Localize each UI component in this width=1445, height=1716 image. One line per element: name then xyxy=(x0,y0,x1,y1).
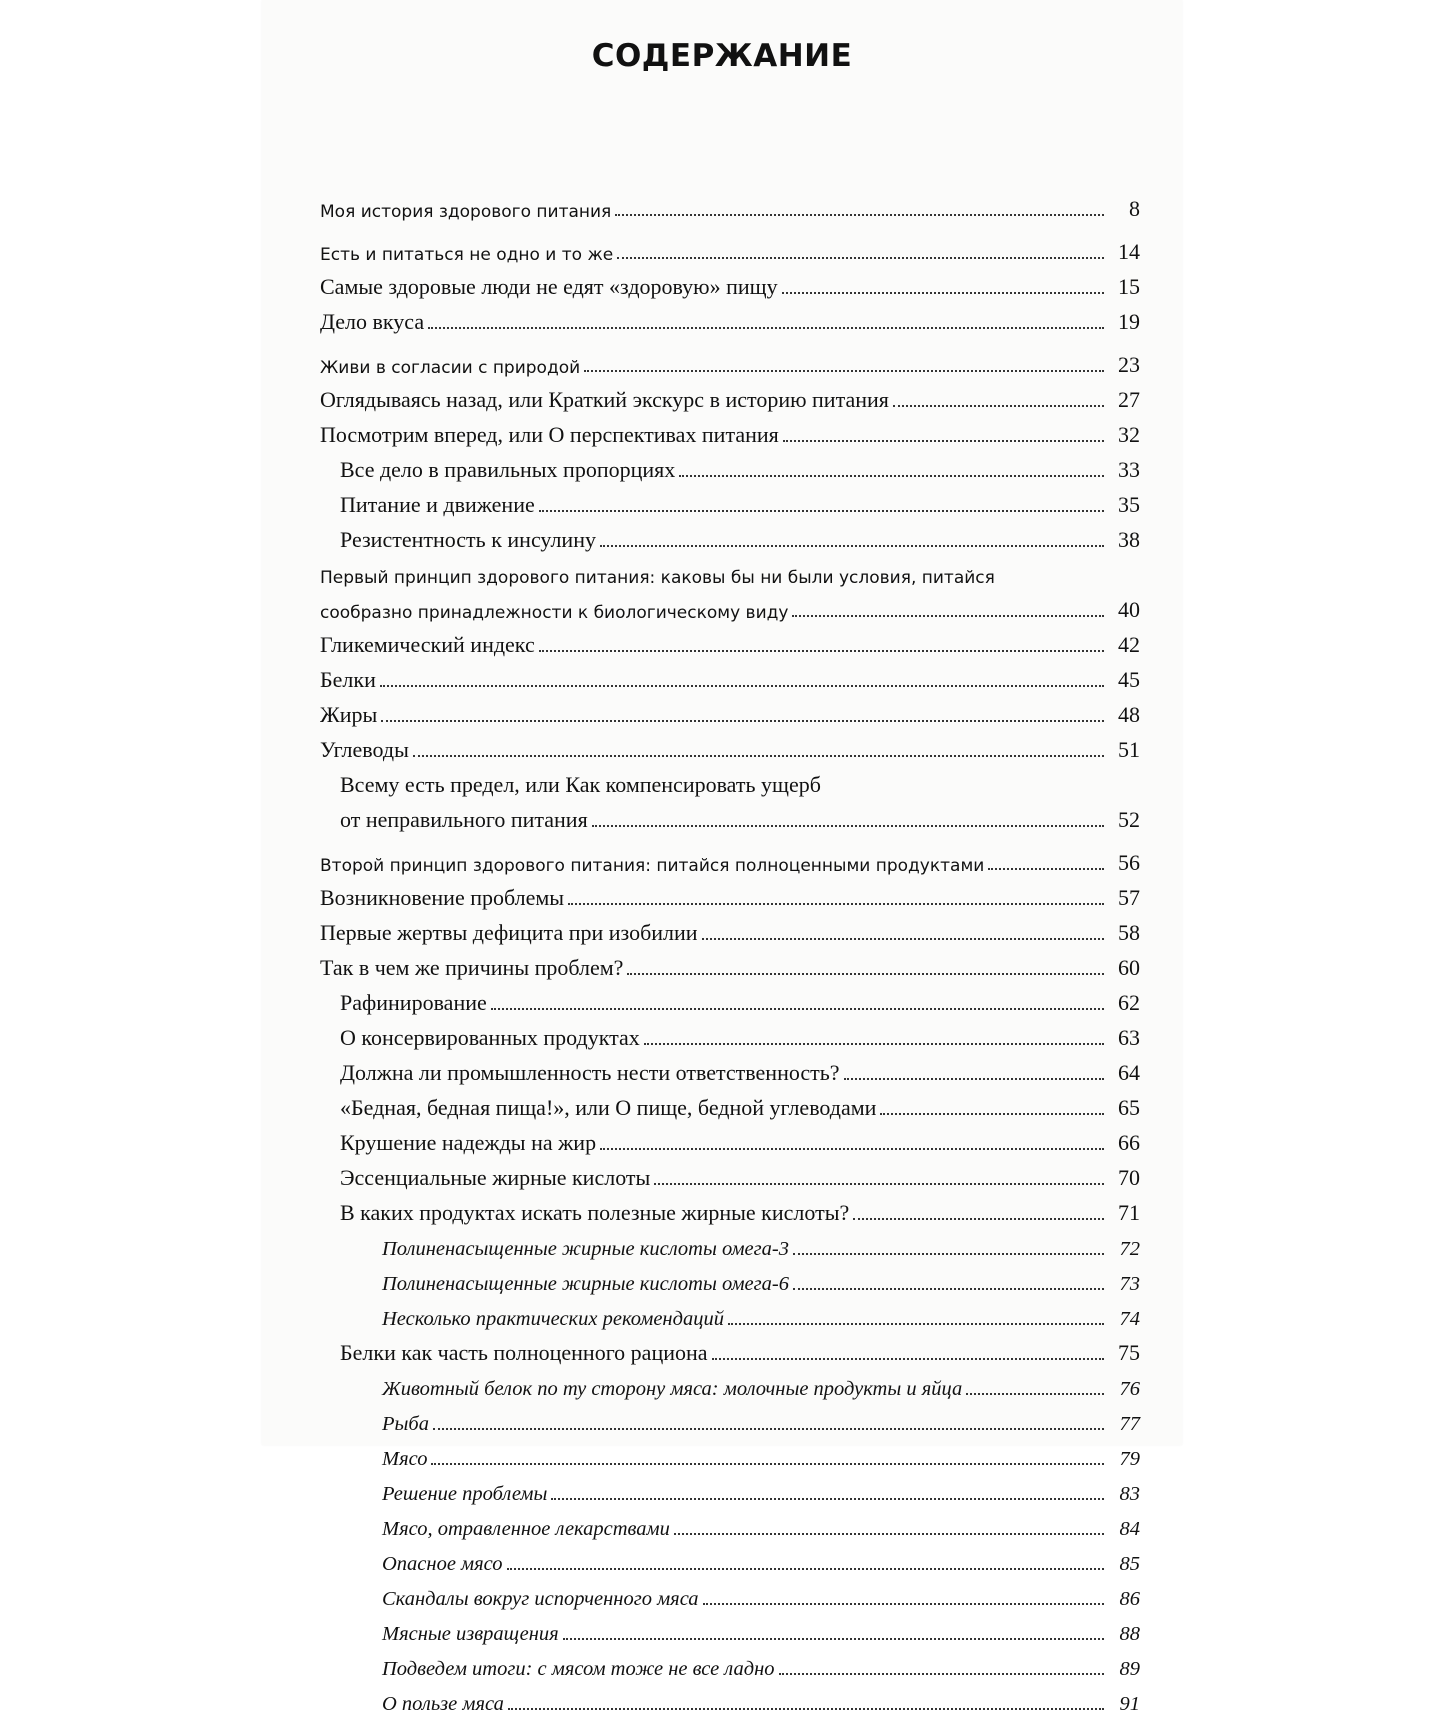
dot-leader xyxy=(880,1113,1104,1115)
toc-page-number: 60 xyxy=(1118,955,1140,980)
toc-page-number: 71 xyxy=(1118,1200,1140,1225)
toc-entry xyxy=(320,1261,1140,1296)
toc-entry xyxy=(320,1156,1140,1191)
dot-leader xyxy=(491,1008,1104,1010)
toc-entry xyxy=(320,623,1140,658)
toc-entry xyxy=(320,1296,1140,1331)
toc-entry-title: Все дело в правильных пропорциях xyxy=(340,457,676,482)
toc-entry-title: Резистентность к инсулину xyxy=(340,527,596,552)
dot-leader xyxy=(615,214,1104,216)
toc-entry xyxy=(320,1471,1140,1506)
toc-page-number: 64 xyxy=(1118,1060,1140,1085)
toc-entry-title: Рафинирование xyxy=(340,990,487,1015)
toc-page-number: 32 xyxy=(1118,422,1140,447)
toc-entry xyxy=(320,413,1140,448)
toc-page-number: 77 xyxy=(1119,1413,1140,1435)
dot-leader xyxy=(539,650,1104,652)
toc-entry-title: Так в чем же причины проблем? xyxy=(320,955,624,980)
toc-page-number: 19 xyxy=(1118,309,1140,334)
toc-entry-title: Есть и питаться не одно и то же xyxy=(320,245,614,265)
toc-page-number: 85 xyxy=(1119,1553,1140,1575)
dot-leader xyxy=(793,1253,1104,1255)
toc-entry-title: Несколько практических рекомендаций xyxy=(382,1308,724,1330)
toc-page-number: 83 xyxy=(1119,1483,1140,1505)
toc-entry xyxy=(320,946,1140,981)
dot-leader xyxy=(966,1393,1104,1395)
toc-page-number: 38 xyxy=(1118,527,1140,552)
toc-entry xyxy=(320,483,1140,518)
toc-entry-title: О пользе мяса xyxy=(382,1693,504,1715)
dot-leader xyxy=(703,1603,1104,1605)
toc-page-number: 40 xyxy=(1118,597,1140,622)
dot-leader xyxy=(433,1428,1104,1430)
toc-entry xyxy=(320,1646,1140,1681)
toc-entry xyxy=(320,693,1140,728)
toc-entry xyxy=(320,658,1140,693)
toc-entry xyxy=(320,448,1140,483)
toc-entry xyxy=(320,1611,1140,1646)
dot-leader xyxy=(563,1638,1104,1640)
dot-leader xyxy=(551,1498,1104,1500)
toc-page-number: 58 xyxy=(1118,920,1140,945)
toc-entry-title: Мясо, отравленное лекарствами xyxy=(382,1518,670,1540)
toc-page-number: 51 xyxy=(1118,737,1140,762)
dot-leader xyxy=(793,1288,1104,1290)
toc-entry-title: сообразно принадлежности к биологическому виду xyxy=(320,603,789,623)
toc-page-number: 89 xyxy=(1119,1658,1140,1680)
dot-leader xyxy=(600,545,1104,547)
toc-page-number: 45 xyxy=(1118,667,1140,692)
toc-entry-title: Дело вкуса xyxy=(320,309,425,334)
toc-entry xyxy=(320,981,1140,1016)
toc-page-number: 57 xyxy=(1118,885,1140,910)
page-title: СОДЕРЖАНИЕ xyxy=(591,38,853,74)
toc-entry-title: Белки как часть полноценного рациона xyxy=(340,1340,708,1365)
dot-leader xyxy=(893,405,1104,407)
toc-page-number: 86 xyxy=(1119,1588,1140,1610)
toc-entry xyxy=(320,771,1140,798)
toc-entry xyxy=(320,588,1140,623)
toc-entry-title: Скандалы вокруг испорченного мяса xyxy=(382,1588,699,1610)
dot-leader xyxy=(853,1218,1104,1220)
toc-page-number: 52 xyxy=(1118,807,1140,832)
dot-leader xyxy=(712,1358,1104,1360)
dot-leader xyxy=(431,1463,1104,1465)
toc-entry-title: Эссенциальные жирные кислоты xyxy=(340,1165,651,1190)
dot-leader xyxy=(779,1673,1104,1675)
dot-leader xyxy=(654,1183,1104,1185)
toc-entry xyxy=(320,1506,1140,1541)
toc-entry-title: О консервированных продуктах xyxy=(340,1025,640,1050)
toc-entry xyxy=(320,230,1140,265)
toc-entry xyxy=(320,1121,1140,1156)
dot-leader xyxy=(508,1708,1104,1710)
toc-page-number: 8 xyxy=(1129,196,1140,221)
toc-entry xyxy=(320,1401,1140,1436)
toc-page-number: 48 xyxy=(1118,702,1140,727)
toc-entry xyxy=(320,1051,1140,1086)
toc-entry-title: Первые жертвы дефицита при изобилии xyxy=(320,920,698,945)
toc-page-number: 72 xyxy=(1119,1238,1140,1260)
dot-leader xyxy=(600,1148,1104,1150)
toc-entry-title: Оглядываясь назад, или Краткий экскурс в историю питания xyxy=(320,387,889,412)
dot-leader xyxy=(380,685,1104,687)
toc-entry-title: Посмотрим вперед, или О перспективах питания xyxy=(320,422,779,447)
toc-page-number: 88 xyxy=(1119,1623,1140,1645)
toc-entry xyxy=(320,1086,1140,1121)
toc-entry xyxy=(320,1366,1140,1401)
toc-entry xyxy=(320,187,1140,222)
toc-page-number: 79 xyxy=(1119,1448,1140,1470)
toc-page-number: 23 xyxy=(1118,352,1140,377)
toc-entry-title: Должна ли промышленность нести ответственность? xyxy=(340,1060,840,1085)
toc-entry-title: Моя история здорового питания xyxy=(320,202,612,222)
toc-entry xyxy=(320,1331,1140,1366)
dot-leader xyxy=(679,475,1104,477)
toc-page-number: 15 xyxy=(1118,274,1140,299)
dot-leader xyxy=(844,1078,1104,1080)
dot-leader xyxy=(627,973,1104,975)
toc-entry-title: Жиры xyxy=(320,702,378,727)
dot-leader xyxy=(539,510,1104,512)
toc-page-number: 84 xyxy=(1119,1518,1140,1540)
toc-page-number: 75 xyxy=(1118,1340,1140,1365)
table-of-contents xyxy=(320,187,1140,1716)
toc-entry xyxy=(320,561,1140,588)
toc-entry xyxy=(320,1576,1140,1611)
book-page xyxy=(262,0,1182,1715)
toc-entry-title: В каких продуктах искать полезные жирные кислоты? xyxy=(340,1200,850,1225)
toc-entry xyxy=(320,343,1140,378)
toc-entry xyxy=(320,265,1140,300)
toc-page-number: 35 xyxy=(1118,492,1140,517)
dot-leader xyxy=(584,370,1104,372)
dot-leader xyxy=(428,327,1104,329)
toc-entry xyxy=(320,1016,1140,1051)
toc-entry-title: Опасное мясо xyxy=(382,1553,503,1575)
toc-page-number: 56 xyxy=(1118,850,1140,875)
dot-leader xyxy=(988,868,1104,870)
toc-entry xyxy=(320,841,1140,876)
toc-entry-title: Второй принцип здорового питания: питайся полноценными продуктами xyxy=(320,856,985,876)
toc-entry-title: Белки xyxy=(320,667,376,692)
dot-leader xyxy=(674,1533,1104,1535)
dot-leader xyxy=(728,1323,1104,1325)
dot-leader xyxy=(617,257,1104,259)
toc-entry-title: Самые здоровые люди не едят «здоровую» пищу xyxy=(320,274,778,299)
toc-entry xyxy=(320,728,1140,763)
toc-page-number: 33 xyxy=(1118,457,1140,482)
toc-entry xyxy=(320,378,1140,413)
dot-leader xyxy=(644,1043,1104,1045)
toc-entry-title: Углеводы xyxy=(320,737,409,762)
toc-page-number: 76 xyxy=(1119,1378,1140,1400)
toc-entry-title: Живи в согласии с природой xyxy=(320,358,581,378)
toc-entry xyxy=(320,876,1140,911)
toc-entry-title: Животный белок по ту сторону мяса: молочные продукты и яйца xyxy=(382,1378,963,1400)
dot-leader xyxy=(568,903,1104,905)
toc-page-number: 14 xyxy=(1118,239,1140,264)
toc-entry-title: «Бедная, бедная пища!», или О пище, бедной углеводами xyxy=(340,1095,877,1120)
toc-entry-title: Полиненасыщенные жирные кислоты омега-6 xyxy=(382,1273,789,1295)
toc-page-number: 66 xyxy=(1118,1130,1140,1155)
toc-entry xyxy=(320,798,1140,833)
toc-page-number: 65 xyxy=(1118,1095,1140,1120)
toc-entry-title: Подведем итоги: с мясом тоже не все ладно xyxy=(382,1658,775,1680)
dot-leader xyxy=(792,615,1104,617)
toc-entry-title: Решение проблемы xyxy=(382,1483,548,1505)
dot-leader xyxy=(783,440,1104,442)
toc-page-number: 91 xyxy=(1119,1693,1140,1715)
toc-entry-title: Всему есть предел, или Как компенсировать ущерб xyxy=(340,772,821,797)
toc-entry xyxy=(320,1226,1140,1261)
dot-leader xyxy=(381,720,1104,722)
dot-leader xyxy=(507,1568,1105,1570)
toc-page-number: 73 xyxy=(1119,1273,1140,1295)
toc-entry-title: Полиненасыщенные жирные кислоты омега-3 xyxy=(382,1238,789,1260)
dot-leader xyxy=(702,938,1104,940)
dot-leader xyxy=(592,825,1104,827)
dot-leader xyxy=(782,292,1104,294)
toc-page-number: 62 xyxy=(1118,990,1140,1015)
toc-page-number: 74 xyxy=(1119,1308,1140,1330)
toc-page-number: 70 xyxy=(1118,1165,1140,1190)
toc-entry xyxy=(320,1191,1140,1226)
dot-leader xyxy=(413,755,1104,757)
toc-entry xyxy=(320,1436,1140,1471)
toc-page-number: 27 xyxy=(1118,387,1140,412)
toc-entry-title: Первый принцип здорового питания: каковы бы ни были условия, питайся xyxy=(320,568,995,588)
toc-entry xyxy=(320,1681,1140,1716)
toc-entry-title: Мясные извращения xyxy=(382,1623,559,1645)
toc-entry-title: Рыба xyxy=(382,1413,429,1435)
toc-page-number: 63 xyxy=(1118,1025,1140,1050)
toc-entry xyxy=(320,300,1140,335)
toc-entry-title: Крушение надежды на жир xyxy=(340,1130,597,1155)
toc-entry-title: Мясо xyxy=(382,1448,428,1470)
toc-entry xyxy=(320,518,1140,553)
toc-entry xyxy=(320,1541,1140,1576)
toc-entry-title: Питание и движение xyxy=(340,492,535,517)
toc-entry xyxy=(320,911,1140,946)
toc-page-number: 42 xyxy=(1118,632,1140,657)
toc-entry-title: Возникновение проблемы xyxy=(320,885,565,910)
toc-entry-title: Гликемический индекс xyxy=(320,632,535,657)
toc-entry-title: от неправильного питания xyxy=(340,807,588,832)
